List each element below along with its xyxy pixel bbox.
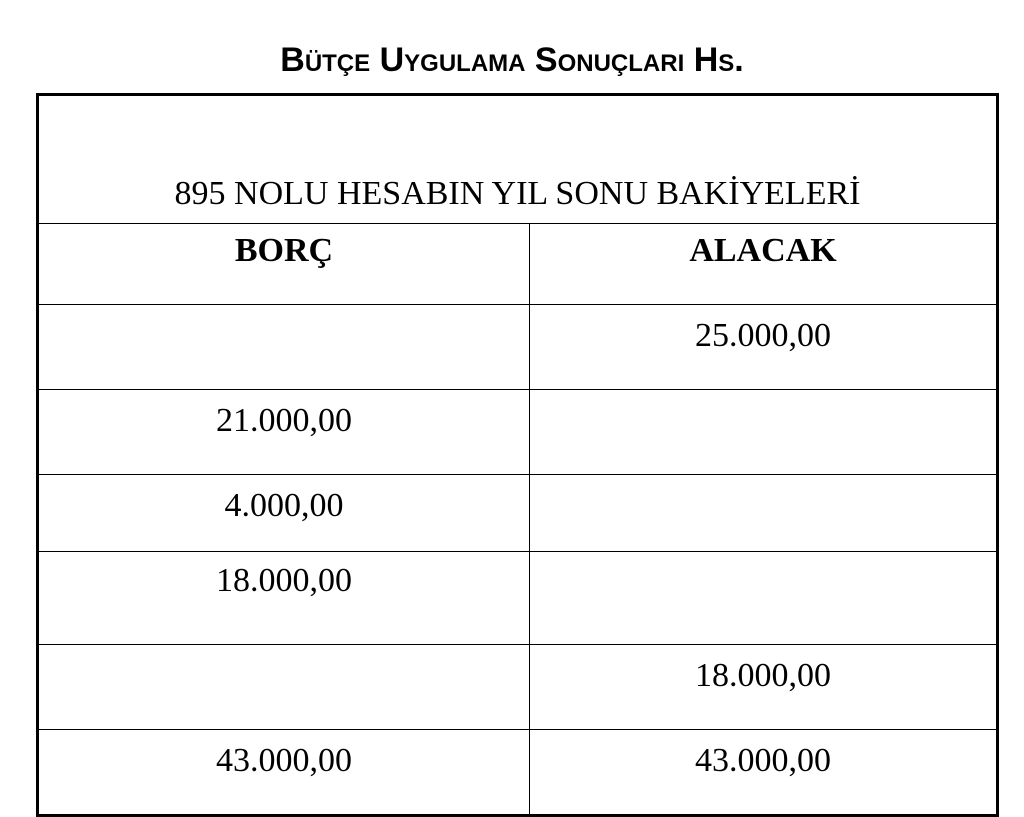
- header-borc: BORÇ: [38, 224, 530, 305]
- borc-cell: [38, 305, 530, 390]
- balance-table: [36, 93, 999, 817]
- alacak-cell: [530, 552, 998, 645]
- borc-cell: 21.000,00: [38, 390, 530, 475]
- header-row: [38, 224, 998, 305]
- alacak-cell: [530, 390, 998, 475]
- borc-cell: [38, 645, 530, 730]
- table-row: [38, 305, 998, 390]
- table-row: [38, 475, 998, 552]
- table-caption: 895 NOLU HESABIN YIL SONU BAKİYELERİ: [38, 95, 998, 224]
- alacak-total-cell: 43.000,00: [530, 730, 998, 816]
- borc-cell: 4.000,00: [38, 475, 530, 552]
- borc-cell: 18.000,00: [38, 552, 530, 645]
- header-alacak: ALACAK: [530, 224, 998, 305]
- alacak-cell: 18.000,00: [530, 645, 998, 730]
- caption-row: [38, 95, 998, 224]
- borc-total-cell: 43.000,00: [38, 730, 530, 816]
- alacak-cell: 25.000,00: [530, 305, 998, 390]
- slide-title: Bütçe Uygulama Sonuçları Hs.: [280, 41, 744, 79]
- table-row: [38, 552, 998, 645]
- alacak-cell: [530, 475, 998, 552]
- table-row: [38, 390, 998, 475]
- table-row: [38, 645, 998, 730]
- total-row: [38, 730, 998, 816]
